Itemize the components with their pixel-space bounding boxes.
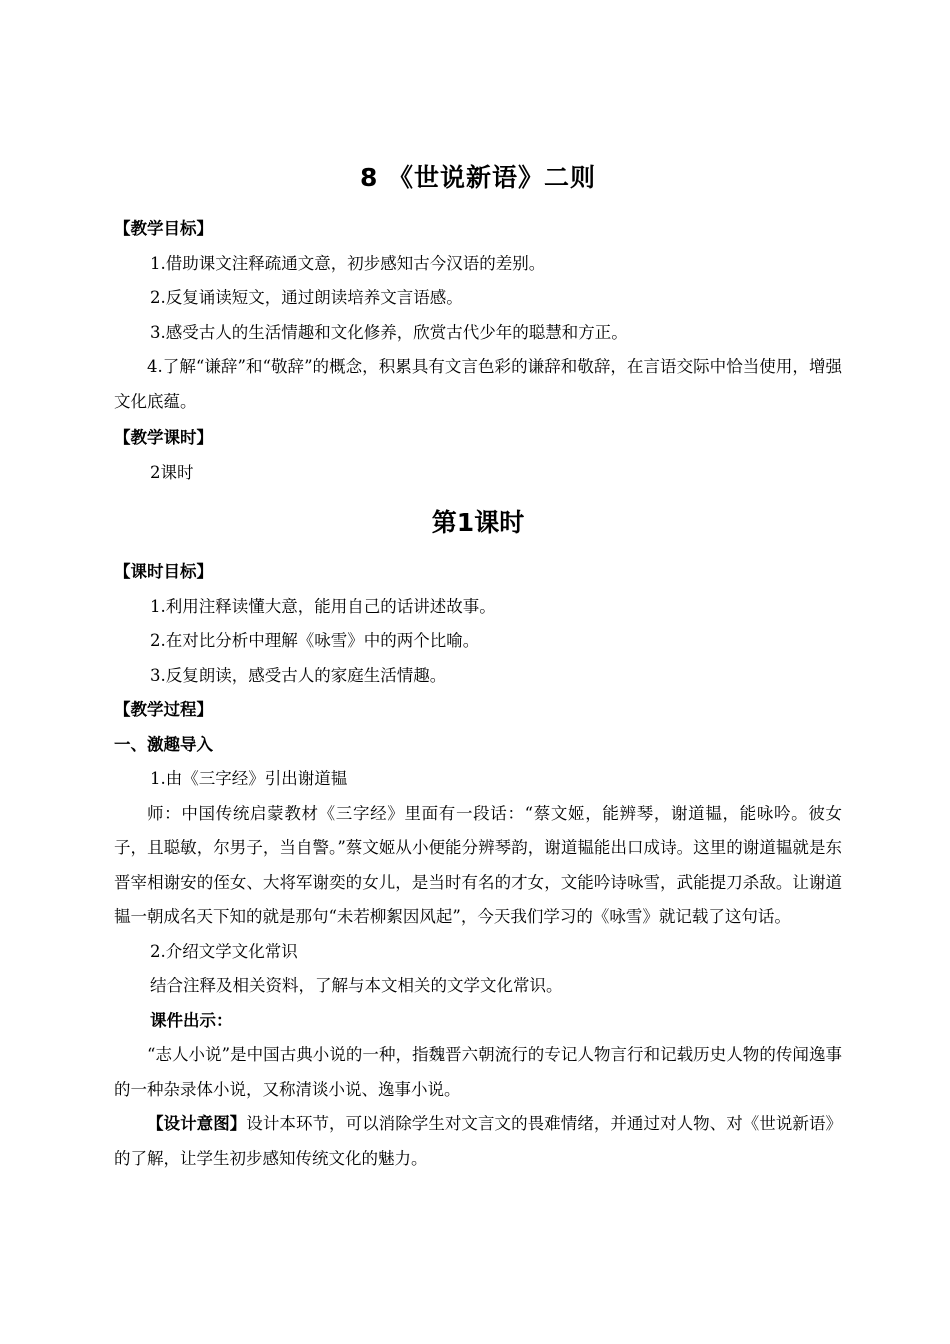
document-title: 8 《世说新语》二则: [359, 163, 597, 192]
teaching-goal-item: 3.感受古人的生活情趣和文化修养，欣赏古代少年的聪慧和方正。: [150, 322, 628, 342]
paragraph: 结合注释及相关资料，了解与本文相关的文学文化常识。: [150, 976, 563, 995]
subsection-title: 1.由《三字经》引出谢道韫: [150, 769, 348, 788]
section-heading: 一、激趣导入: [114, 734, 213, 754]
process-heading: 【教学过程】: [114, 700, 213, 719]
courseware-paragraph: “志人小说”是中国古典小说的一种，指魏晋六朝流行的专记人物言行和记载历史人物的传闻逸事的一种杂录体小说，又称清谈小说、逸事小说。: [114, 1045, 842, 1099]
teaching-goal-item: 1.借助课文注释疏通文意，初步感知古今汉语的差别。: [150, 253, 546, 273]
lesson-goals-section: [114, 555, 842, 693]
teaching-goal-item: 2.反复诵读短文，通过朗读培养文言语感。: [150, 288, 463, 307]
teaching-goal-item: 4.了解“谦辞”和“敬辞”的概念，积累具有文言色彩的谦辞和敬辞，在言语交际中恰当使用，增强文化底蕴。: [114, 357, 842, 411]
lesson-title: 第1课时: [431, 508, 525, 537]
lesson-goal-item: 3.反复朗读，感受古人的家庭生活情趣。: [150, 665, 447, 685]
process-section: [114, 693, 842, 1176]
courseware-label: 课件出示：: [150, 1010, 233, 1030]
teaching-goals-heading: 【教学目标】: [114, 219, 213, 238]
teaching-hours-heading: 【教学课时】: [114, 428, 213, 447]
lesson-goals-heading: 【课时目标】: [114, 562, 213, 581]
lesson-goal-item: 2.在对比分析中理解《咏雪》中的两个比喻。: [150, 631, 480, 650]
subsection-title: 2.介绍文学文化常识: [150, 941, 298, 961]
lesson-goal-item: 1.利用注释读懂大意，能用自己的话讲述故事。: [150, 596, 496, 616]
teaching-goals-section: [114, 212, 842, 419]
teaching-hours-value: 2课时: [150, 462, 194, 482]
paragraph: 师：中国传统启蒙教材《三字经》里面有一段话：“蔡文姬，能辨琴，谢道韫，能咏吟。彼女子，且聪敏，尔男子，当自警。”蔡文姬从小便能分辨琴韵，谢道韫能出口成诗。这里的谢道韫就是东晋宰相谢安的侄女、大将军谢奕的女儿，是当时有名的才女，文能吟诗咏雪，武能提刀杀敌。让谢道韫一朝成名天下知的就是那句“未若柳絮因风起”，今天我们学习的《咏雪》就记载了这句话。: [114, 803, 842, 926]
teaching-hours-section: [114, 421, 842, 490]
design-intent-label: 【设计意图】: [147, 1114, 247, 1133]
design-intent-paragraph: [114, 1107, 842, 1176]
design-intent-text: 设计本环节，可以消除学生对文言文的畏难情绪，并通过对人物、对《世说新语》的了解，让学生初步感知传统文化的魅力。: [114, 1114, 843, 1168]
